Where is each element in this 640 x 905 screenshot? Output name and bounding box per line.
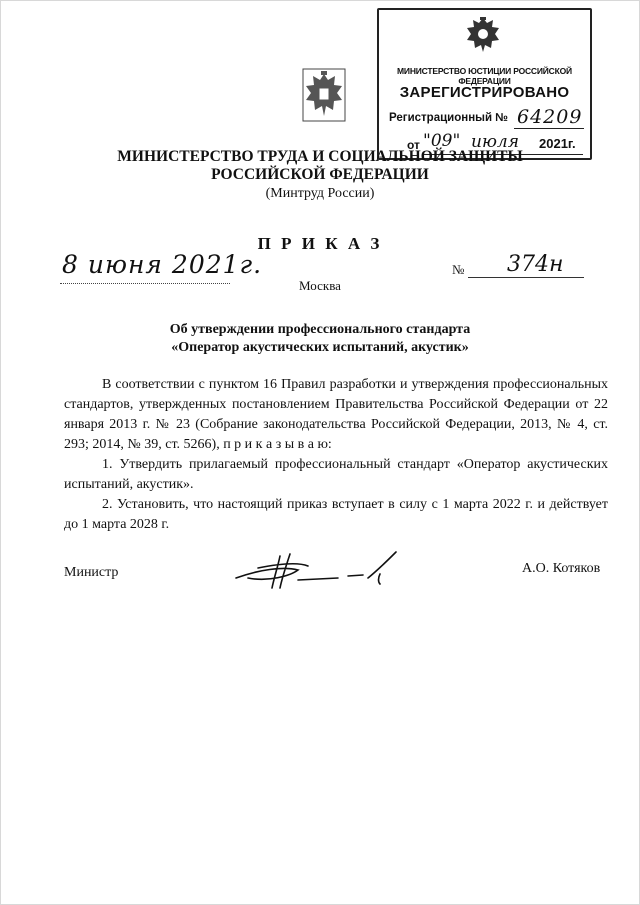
document-title: П Р И К А З — [257, 234, 383, 253]
signer-name: А.О. Котяков — [522, 561, 601, 576]
intro-paragraph: В соответствии с пунктом 16 Правил разработки и утверждения профессиональных стандартов, утвержденных постановлением Правительства Российской Федерации от 22 января 2013 г. № 23 (Собрание законодательства Российской Федерации, 2013, № 4, ст. 293; 2014, № 39, ст. 5266), п р и к а з ы в а ю: — [64, 377, 608, 452]
order-body — [64, 375, 608, 535]
ministry-name-line1: МИНИСТЕРСТВО ТРУДА И СОЦИАЛЬНОЙ ЗАЩИТЫ — [117, 148, 523, 165]
stamp-reg-number: 64209 — [517, 106, 583, 128]
stamp-date-year: 2021г. — [539, 136, 576, 151]
stamp-reg-label: Регистрационный № — [389, 112, 509, 124]
city: Москва — [299, 278, 341, 293]
item-1: 1. Утвердить прилагаемый профессиональный стандарт «Оператор акустических испытаний, акустик». — [64, 457, 608, 492]
number-sign: № — [452, 262, 465, 277]
signer-position: Министр — [64, 565, 119, 580]
stamp-date-month: июля — [471, 132, 519, 152]
stamp-number-line — [514, 128, 584, 129]
order-number: 374н — [507, 252, 564, 277]
subject-line1: Об утверждении профессионального стандарта — [169, 322, 471, 337]
stamp-emblem-icon — [463, 14, 503, 58]
stamp-date-prefix: от — [407, 138, 420, 152]
stamp-date-day: "09" — [423, 131, 461, 151]
registration-stamp — [377, 8, 592, 160]
item-2: 2. Установить, что настоящий приказ вступает в силу с 1 марта 2022 г. и действует до 1 марта 2028 г. — [64, 497, 608, 532]
ministry-name-line2: РОССИЙСКОЙ ФЕДЕРАЦИИ — [211, 166, 429, 183]
stamp-title: ЗАРЕГИСТРИРОВАНО — [399, 84, 570, 101]
stamp-ministry-text: МИНИСТЕРСТВО ЮСТИЦИИ РОССИЙСКОЙ ФЕДЕРАЦИИ — [397, 66, 572, 86]
ministry-short-name: (Минтруд России) — [265, 186, 375, 201]
coat-of-arms-icon — [300, 66, 348, 124]
subject-line2: «Оператор акустических испытаний, акустик» — [171, 340, 469, 355]
order-date: 8 июня 2021г. — [62, 250, 263, 279]
signature-icon — [228, 548, 408, 592]
